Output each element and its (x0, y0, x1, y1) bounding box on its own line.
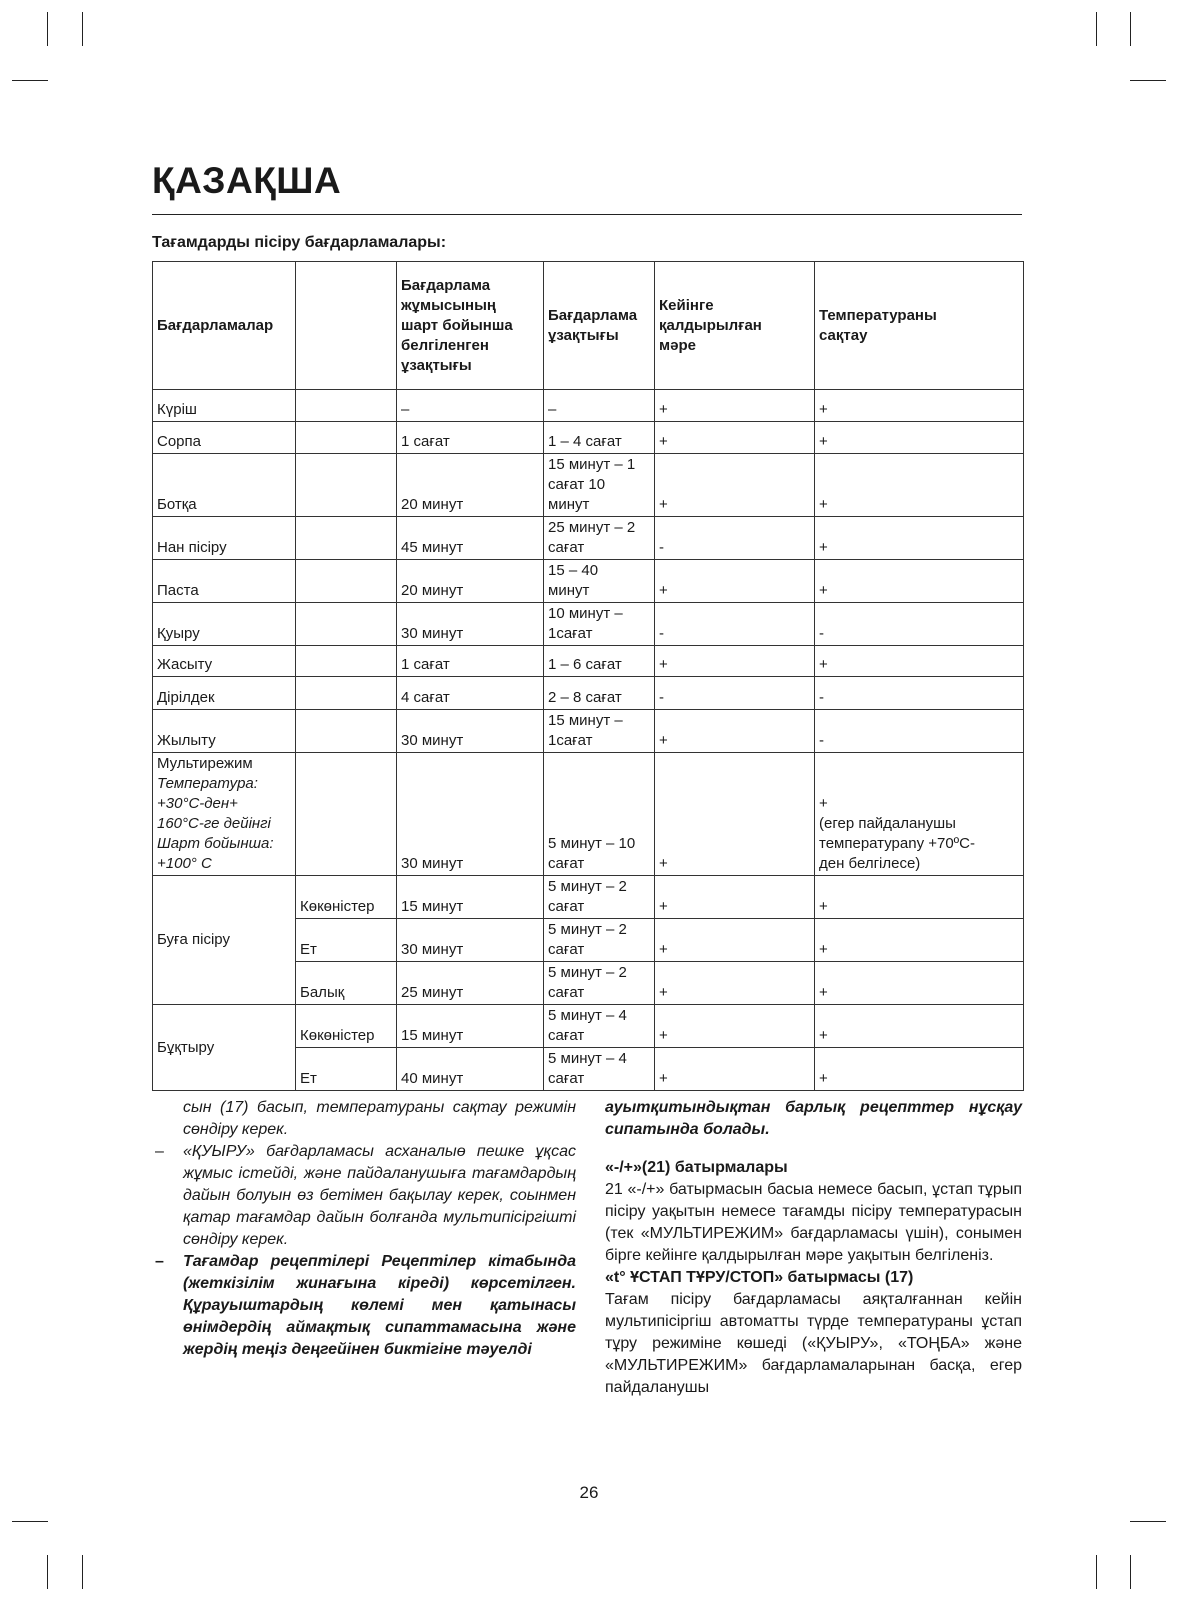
delay-start: + (655, 646, 815, 677)
program-name: Дірілдек (153, 677, 296, 710)
table-cell (296, 603, 397, 646)
table-row (153, 517, 1024, 560)
default-duration: 25 минут (397, 962, 544, 1005)
table-row (153, 603, 1024, 646)
program-name: Нан пісіру (153, 517, 296, 560)
title-divider (152, 214, 1022, 215)
table-row (153, 753, 1024, 876)
sub-program: Ет (296, 1048, 397, 1091)
multi-details: Температура: +30°C-ден+ 160°C-ге дейінгі Шарт бойынша: +100° C (157, 775, 274, 872)
keep-warm: + (815, 646, 1024, 677)
list-dash: – (155, 1143, 164, 1160)
crop-mark (1130, 80, 1166, 81)
keep-warm: + (егер пайдаланушы температурany +70ºC- ден белгілесе) (815, 753, 1024, 876)
page-title: ҚАЗАҚША (152, 160, 342, 201)
program-name: Бұқтыру (153, 1005, 296, 1091)
keep-warm: + (815, 517, 1024, 560)
default-duration: 30 минут (397, 753, 544, 876)
program-name: Қуыру (153, 603, 296, 646)
duration-range: 5 минут – 2 сағат (544, 919, 655, 962)
table-cell (296, 677, 397, 710)
delay-start: - (655, 677, 815, 710)
list-item (155, 1251, 576, 1361)
crop-mark (47, 12, 48, 46)
table-cell (296, 753, 397, 876)
keep-warm: + (815, 390, 1024, 422)
delay-start: + (655, 454, 815, 517)
keep-warm: + (815, 876, 1024, 919)
table-cell (296, 646, 397, 677)
default-duration: 20 минут (397, 454, 544, 517)
default-duration: 30 минут (397, 710, 544, 753)
program-name: Мультирежим (157, 755, 253, 772)
paragraph: Тағамдар рецептілері Рецептілер кітабында (жеткізілім жинағына кіреді) көрсетілген. Құрауыштардың көлемі мен қатынасы өнімдердің аймақтық сипаттамасына және жердің теңіз деңгейінен биктігіне тәуелді (183, 1253, 576, 1358)
duration-range: 5 минут – 2 сағат (544, 962, 655, 1005)
delay-start: + (655, 962, 815, 1005)
keep-warm: - (815, 710, 1024, 753)
column-header: Температураны сақтау (815, 262, 1024, 390)
programs-table (152, 261, 1024, 1091)
duration-range: 15 минут – 1сағат (544, 710, 655, 753)
crop-mark (1130, 12, 1131, 46)
default-duration: 1 сағат (397, 646, 544, 677)
program-name: Жылыту (153, 710, 296, 753)
crop-mark (47, 1555, 48, 1589)
table-cell (296, 454, 397, 517)
subheading: «t° ҰСТАП ТҰРУ/СТОП» батырмасы (17) (605, 1269, 914, 1286)
duration-range: 15 минут – 1 сағат 10 минут (544, 454, 655, 517)
delay-start: - (655, 517, 815, 560)
column-header: Кейінге қалдырылған мәре (655, 262, 815, 390)
program-name: Сорпа (153, 422, 296, 454)
paragraph: ауытқитындықтан барлық рецепттер нұсқау сипатында болады. (605, 1099, 1022, 1138)
keep-warm: + (815, 560, 1024, 603)
crop-mark (12, 80, 48, 81)
table-row (153, 646, 1024, 677)
table-cell (296, 710, 397, 753)
crop-mark (1130, 1521, 1166, 1522)
table-cell (296, 390, 397, 422)
table-cell (296, 422, 397, 454)
duration-range: 2 – 8 сағат (544, 677, 655, 710)
duration-range: 15 – 40 минут (544, 560, 655, 603)
keep-warm: - (815, 603, 1024, 646)
program-name: Жасыту (153, 646, 296, 677)
paragraph: «ҚУЫРУ» бағдарламасы асханалыө пешке ұқсас жұмыс істейді, және пайдаланушыға тағамдардың дайын болуын өз бетімен бақылау керек, соынмен қатар тағамдар дайын болғанда мультипісіргішті сөндіру керек. (183, 1143, 576, 1248)
delay-start: + (655, 753, 815, 876)
default-duration: 1 сағат (397, 422, 544, 454)
delay-start: + (655, 710, 815, 753)
keep-warm: + (815, 422, 1024, 454)
program-name: Буға пісіру (153, 876, 296, 1005)
spacer (605, 1141, 1022, 1157)
table-row (153, 454, 1024, 517)
crop-mark (82, 1555, 83, 1589)
delay-start: + (655, 422, 815, 454)
program-name: Паста (153, 560, 296, 603)
duration-range: 1 – 4 сағат (544, 422, 655, 454)
column-header: Бағдарлама жұмысының шарт бойынша белгіленген ұзақтығы (397, 262, 544, 390)
duration-range: 5 минут – 4 сағат (544, 1005, 655, 1048)
program-name: Ботқа (153, 454, 296, 517)
default-duration: 20 минут (397, 560, 544, 603)
left-text-column (155, 1097, 576, 1361)
crop-mark (1130, 1555, 1131, 1589)
keep-warm: + (815, 919, 1024, 962)
table-row (153, 560, 1024, 603)
delay-start: + (655, 1005, 815, 1048)
keep-warm: + (815, 962, 1024, 1005)
crop-mark (12, 1521, 48, 1522)
keep-warm: + (815, 454, 1024, 517)
duration-range: 1 – 6 сағат (544, 646, 655, 677)
crop-mark (1096, 12, 1097, 46)
delay-start: + (655, 1048, 815, 1091)
keep-warm: + (815, 1048, 1024, 1091)
table-row (153, 422, 1024, 454)
duration-range: 5 минут – 10 сағат (544, 753, 655, 876)
duration-range: 5 минут – 4 сағат (544, 1048, 655, 1091)
program-name-multi (153, 753, 296, 876)
default-duration: 45 минут (397, 517, 544, 560)
duration-range: 25 минут – 2 сағат (544, 517, 655, 560)
duration-range: 10 минут – 1сағат (544, 603, 655, 646)
table-cell (296, 560, 397, 603)
delay-start: - (655, 603, 815, 646)
column-header (296, 262, 397, 390)
right-text-column (605, 1097, 1022, 1399)
delay-start: + (655, 560, 815, 603)
paragraph: 21 «-/+» батырмасын басыа немесе басып, ұстап тұрып пісіру уақытын немесе тағамды пісіру температурасын (тек «МУЛЬТИРЕЖИМ» бағдарламасы үшін), сонымен бірге кейінге қалдырылған мәре уақытын белгіленіз. (605, 1181, 1022, 1264)
keep-warm: + (815, 1005, 1024, 1048)
paragraph: Тағам пісіру бағдарламасы аяқталғаннан кейін мультипісіргіш автоматты түрде температураны ұстап тұру режиміне көшеді («ҚУЫРУ», «ТОҢБА» және «МУЛЬТИРЕЖИМ» бағдарламаларынан басқа, егер пайдаланушы (605, 1291, 1022, 1396)
sub-program: Балық (296, 962, 397, 1005)
sub-program: Көкөністер (296, 1005, 397, 1048)
default-duration: 4 сағат (397, 677, 544, 710)
table-row (153, 876, 1024, 919)
list-dash: – (155, 1253, 164, 1270)
table-header-row (153, 262, 1024, 390)
default-duration: – (397, 390, 544, 422)
default-duration: 40 минут (397, 1048, 544, 1091)
table-row (153, 710, 1024, 753)
table-row (153, 1005, 1024, 1048)
default-duration: 30 минут (397, 919, 544, 962)
column-header: Бағдарламалар (153, 262, 296, 390)
paragraph: сын (17) басып, температураны сақтау режимін сөндіру керек. (183, 1099, 576, 1138)
program-name: Күріш (153, 390, 296, 422)
crop-mark (82, 12, 83, 46)
section-heading: Тағамдарды пісіру бағдарламалары: (152, 234, 447, 251)
list-item (155, 1141, 576, 1251)
crop-mark (1096, 1555, 1097, 1589)
sub-program: Ет (296, 919, 397, 962)
keep-warm: - (815, 677, 1024, 710)
default-duration: 15 минут (397, 876, 544, 919)
page-number: 26 (579, 1483, 599, 1502)
subheading: «-/+»(21) батырмалары (605, 1159, 788, 1176)
sub-program: Көкөністер (296, 876, 397, 919)
delay-start: + (655, 390, 815, 422)
table-cell (296, 517, 397, 560)
duration-range: – (544, 390, 655, 422)
default-duration: 30 минут (397, 603, 544, 646)
column-header: Бағдарлама ұзақтығы (544, 262, 655, 390)
table-row (153, 677, 1024, 710)
delay-start: + (655, 876, 815, 919)
delay-start: + (655, 919, 815, 962)
table-row (153, 390, 1024, 422)
default-duration: 15 минут (397, 1005, 544, 1048)
duration-range: 5 минут – 2 сағат (544, 876, 655, 919)
